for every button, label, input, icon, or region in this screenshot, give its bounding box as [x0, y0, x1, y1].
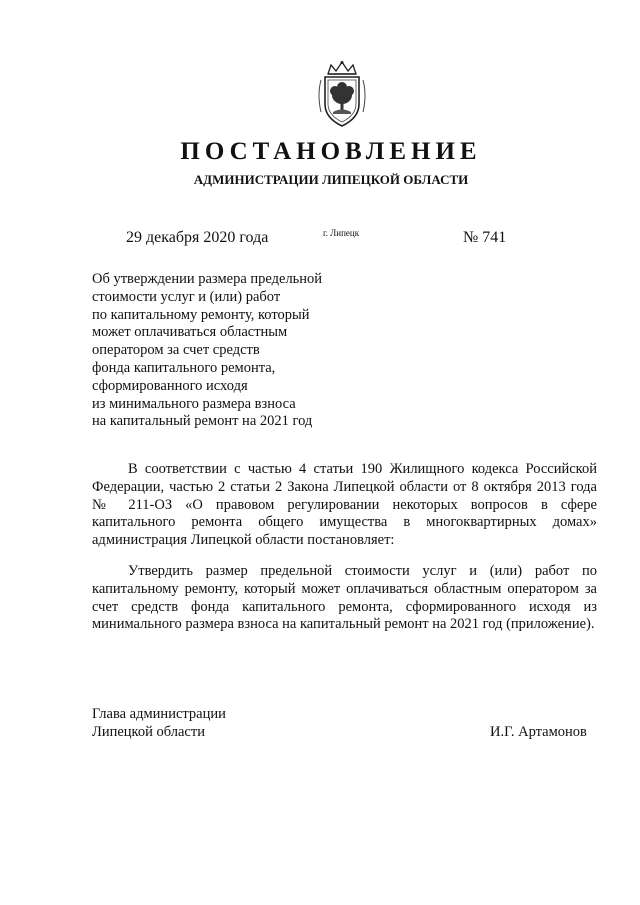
- heading-line: оператором за счет средств: [92, 342, 260, 359]
- heading-line: сформированного исходя: [92, 377, 248, 394]
- signatory-position: [92, 706, 226, 742]
- heading-line: на капитальный ремонт на 2021 год: [92, 413, 313, 430]
- document-title: ПОСТАНОВЛЕНИЕ: [180, 138, 482, 165]
- signatory-position-line1: Глава администрации: [92, 706, 226, 722]
- heading-line: фонда капитального ремонта,: [92, 359, 276, 376]
- document-number: № 741: [463, 229, 507, 246]
- heading-line: из минимального размера взноса: [92, 395, 296, 412]
- coat-of-arms-icon: [311, 60, 373, 130]
- document-subtitle: АДМИНИСТРАЦИИ ЛИПЕЦКОЙ ОБЛАСТИ: [193, 172, 469, 187]
- heading-line: по капитальному ремонту, который: [92, 306, 310, 323]
- body-paragraph-resolution: Утвердить размер предельной стоимости услуг и (или) работ по капитальному ремонту, который может оплачиваться областным оператором за счет средств фонда капитального ремонта, сформированного исходя из минимального размера взноса на капитальный ремонт на 2021 год (приложение).: [92, 563, 597, 633]
- heading-line: Об утверждении размера предельной: [92, 271, 323, 287]
- heading-line: стоимости услуг и (или) работ: [92, 288, 281, 305]
- document-date: 29 декабря 2020 года: [126, 229, 269, 246]
- signatory-position-line2: Липецкой области: [92, 723, 205, 740]
- document-city: г. Липецк: [323, 228, 360, 238]
- heading-line: может оплачиваться областным: [92, 324, 288, 341]
- document-heading: [92, 271, 352, 431]
- body-paragraph-preamble: В соответствии с частью 4 статьи 190 Жилищного кодекса Российской Федерации, частью 2 статьи 2 Закона Липецкой области от 8 октября 2013 года № 211-ОЗ «О правовом регулировании некоторых вопросов в сфере капитального ремонта общего имущества в многоквартирных домах» администрация Липецкой области постановляет:: [92, 461, 597, 549]
- signatory-name: И.Г. Артамонов: [490, 724, 587, 740]
